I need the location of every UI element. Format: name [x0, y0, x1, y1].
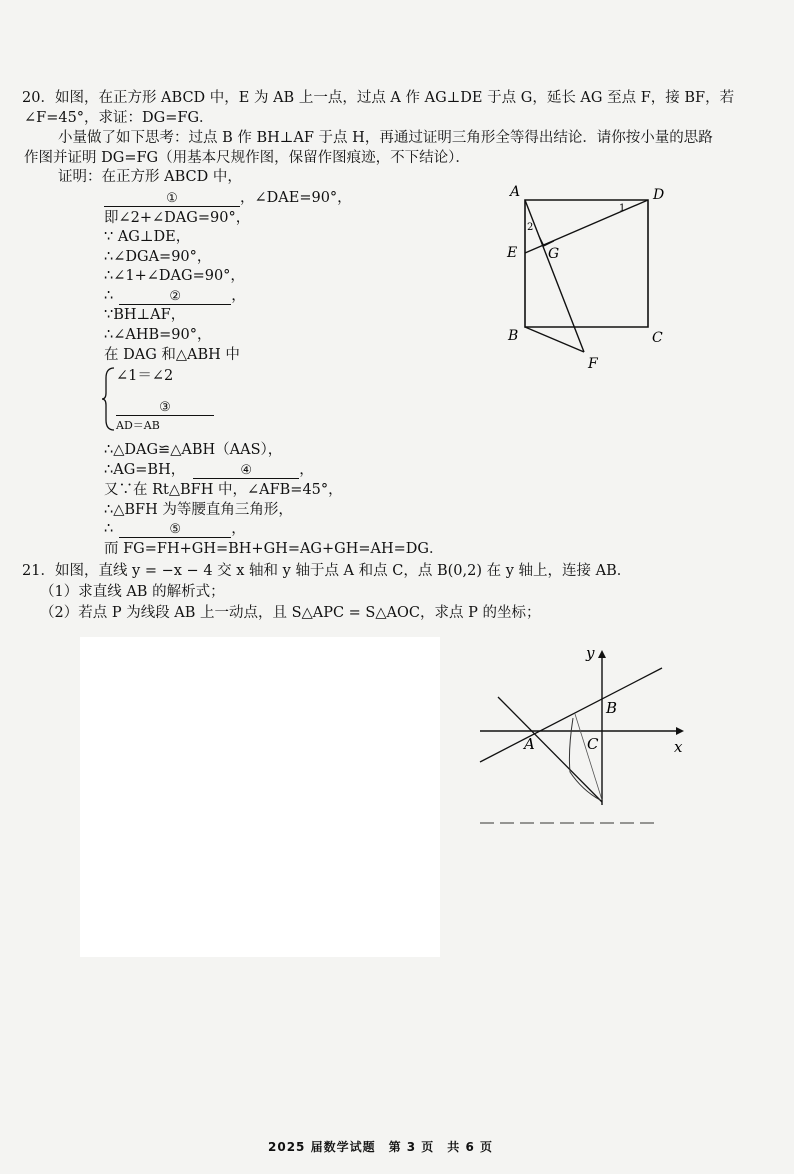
- label-angle-1: 1: [619, 203, 626, 214]
- page-footer: 2025 届数学试题 第 3 页 共 6 页: [268, 1140, 493, 1154]
- label-y: y: [586, 644, 595, 662]
- answer-blank-5[interactable]: ⑤: [119, 520, 231, 538]
- q20-step-b: ∵ AG⊥DE，: [104, 229, 191, 245]
- label-g: G: [548, 246, 560, 262]
- q20-step-n: 而 FG=FH+GH=BH+GH=AG+GH=AH=DG．: [104, 541, 444, 557]
- label-c: C: [652, 330, 663, 346]
- answer-area[interactable]: [80, 637, 440, 957]
- system-eq-3: AD＝AB: [116, 419, 160, 432]
- label-b: B: [606, 699, 618, 717]
- label-b: B: [508, 328, 519, 344]
- q21-coordinate-figure: [470, 640, 690, 840]
- label-e: E: [507, 245, 518, 261]
- q20-line4: 作图并证明 DG=FG（用基本尺规作图，保留作图痕迹，不下结论）．: [24, 150, 470, 166]
- q20-step-c: ∴∠DGA=90°，: [104, 249, 212, 265]
- label-f: F: [588, 356, 598, 372]
- label-c: C: [587, 735, 599, 753]
- q20-step-e: ∴ ② ，: [104, 288, 246, 304]
- label-x: x: [674, 738, 683, 756]
- system-brace: [102, 366, 116, 432]
- answer-blank-3[interactable]: ③: [116, 398, 214, 416]
- y-axis-arrow: [598, 650, 606, 658]
- q21-line1: 21．如图，直线 y = −x − 4 交 x 轴和 y 轴于点 A 和点 C，点 B(0,2) 在 y 轴上，连接 AB．: [22, 563, 632, 579]
- line-ab: [480, 668, 662, 762]
- q20-step-j: ∴AG=BH， ④ ，: [104, 462, 314, 478]
- answer-blank-1[interactable]: ①: [104, 189, 240, 207]
- q20-step-g: ∴∠AHB=90°，: [104, 327, 212, 343]
- q20-step-d: ∴∠1+∠DAG=90°，: [104, 268, 245, 284]
- label-angle-2: 2: [527, 222, 534, 233]
- q20-step-a: 即∠2+∠DAG=90°，: [104, 210, 251, 226]
- system-eq-2: [116, 398, 214, 416]
- construction-line: [575, 714, 602, 800]
- q20-geometry-figure: [500, 180, 680, 380]
- q20-line3: 小量做了如下思考：过点 B 作 BH⊥AF 于点 H，再通过证明三角形全等得出结论．请你按小量的思路: [58, 130, 713, 146]
- answer-blank-4[interactable]: ④: [193, 461, 299, 479]
- q20-step-blank1: ① ，∠DAE=90°，: [104, 189, 352, 207]
- label-a: A: [524, 735, 535, 753]
- q20-line1: 20．如图，在正方形 ABCD 中，E 为 AB 上一点，过点 A 作 AG⊥DE 于点 G，延长 AG 至点 F，接 BF，若: [22, 90, 735, 106]
- system-eq-1: ∠1＝∠2: [116, 368, 174, 384]
- q20-step-k: 又∵在 Rt△BFH 中，∠AFB=45°，: [104, 482, 343, 498]
- answer-blank-2[interactable]: ②: [119, 287, 231, 305]
- square-abcd: [525, 200, 648, 327]
- q20-proof-intro: 证明：在正方形 ABCD 中，: [58, 169, 242, 185]
- q20-step-h: 在 DAG 和△ABH 中: [104, 347, 240, 363]
- q20-step-m: ∴ ⑤ ，: [104, 521, 246, 537]
- q20-step-i: ∴△DAG≌△ABH（AAS），: [104, 442, 283, 458]
- q21-part1: （1）求直线 AB 的解析式；: [40, 584, 225, 600]
- q20-step-f: ∵BH⊥AF，: [104, 307, 186, 323]
- label-a: A: [510, 184, 521, 200]
- x-axis-arrow: [676, 727, 684, 735]
- segment-af: [525, 200, 584, 352]
- label-d: D: [653, 187, 665, 203]
- q20-step-l: ∴△BFH 为等腰直角三角形，: [104, 502, 293, 518]
- construction-mark: [569, 718, 600, 800]
- q20-line2: ∠F=45°，求证：DG=FG．: [24, 110, 214, 126]
- q21-part2: （2）若点 P 为线段 AB 上一动点，且 S△APC = S△AOC，求点 P 的坐标；: [40, 605, 541, 621]
